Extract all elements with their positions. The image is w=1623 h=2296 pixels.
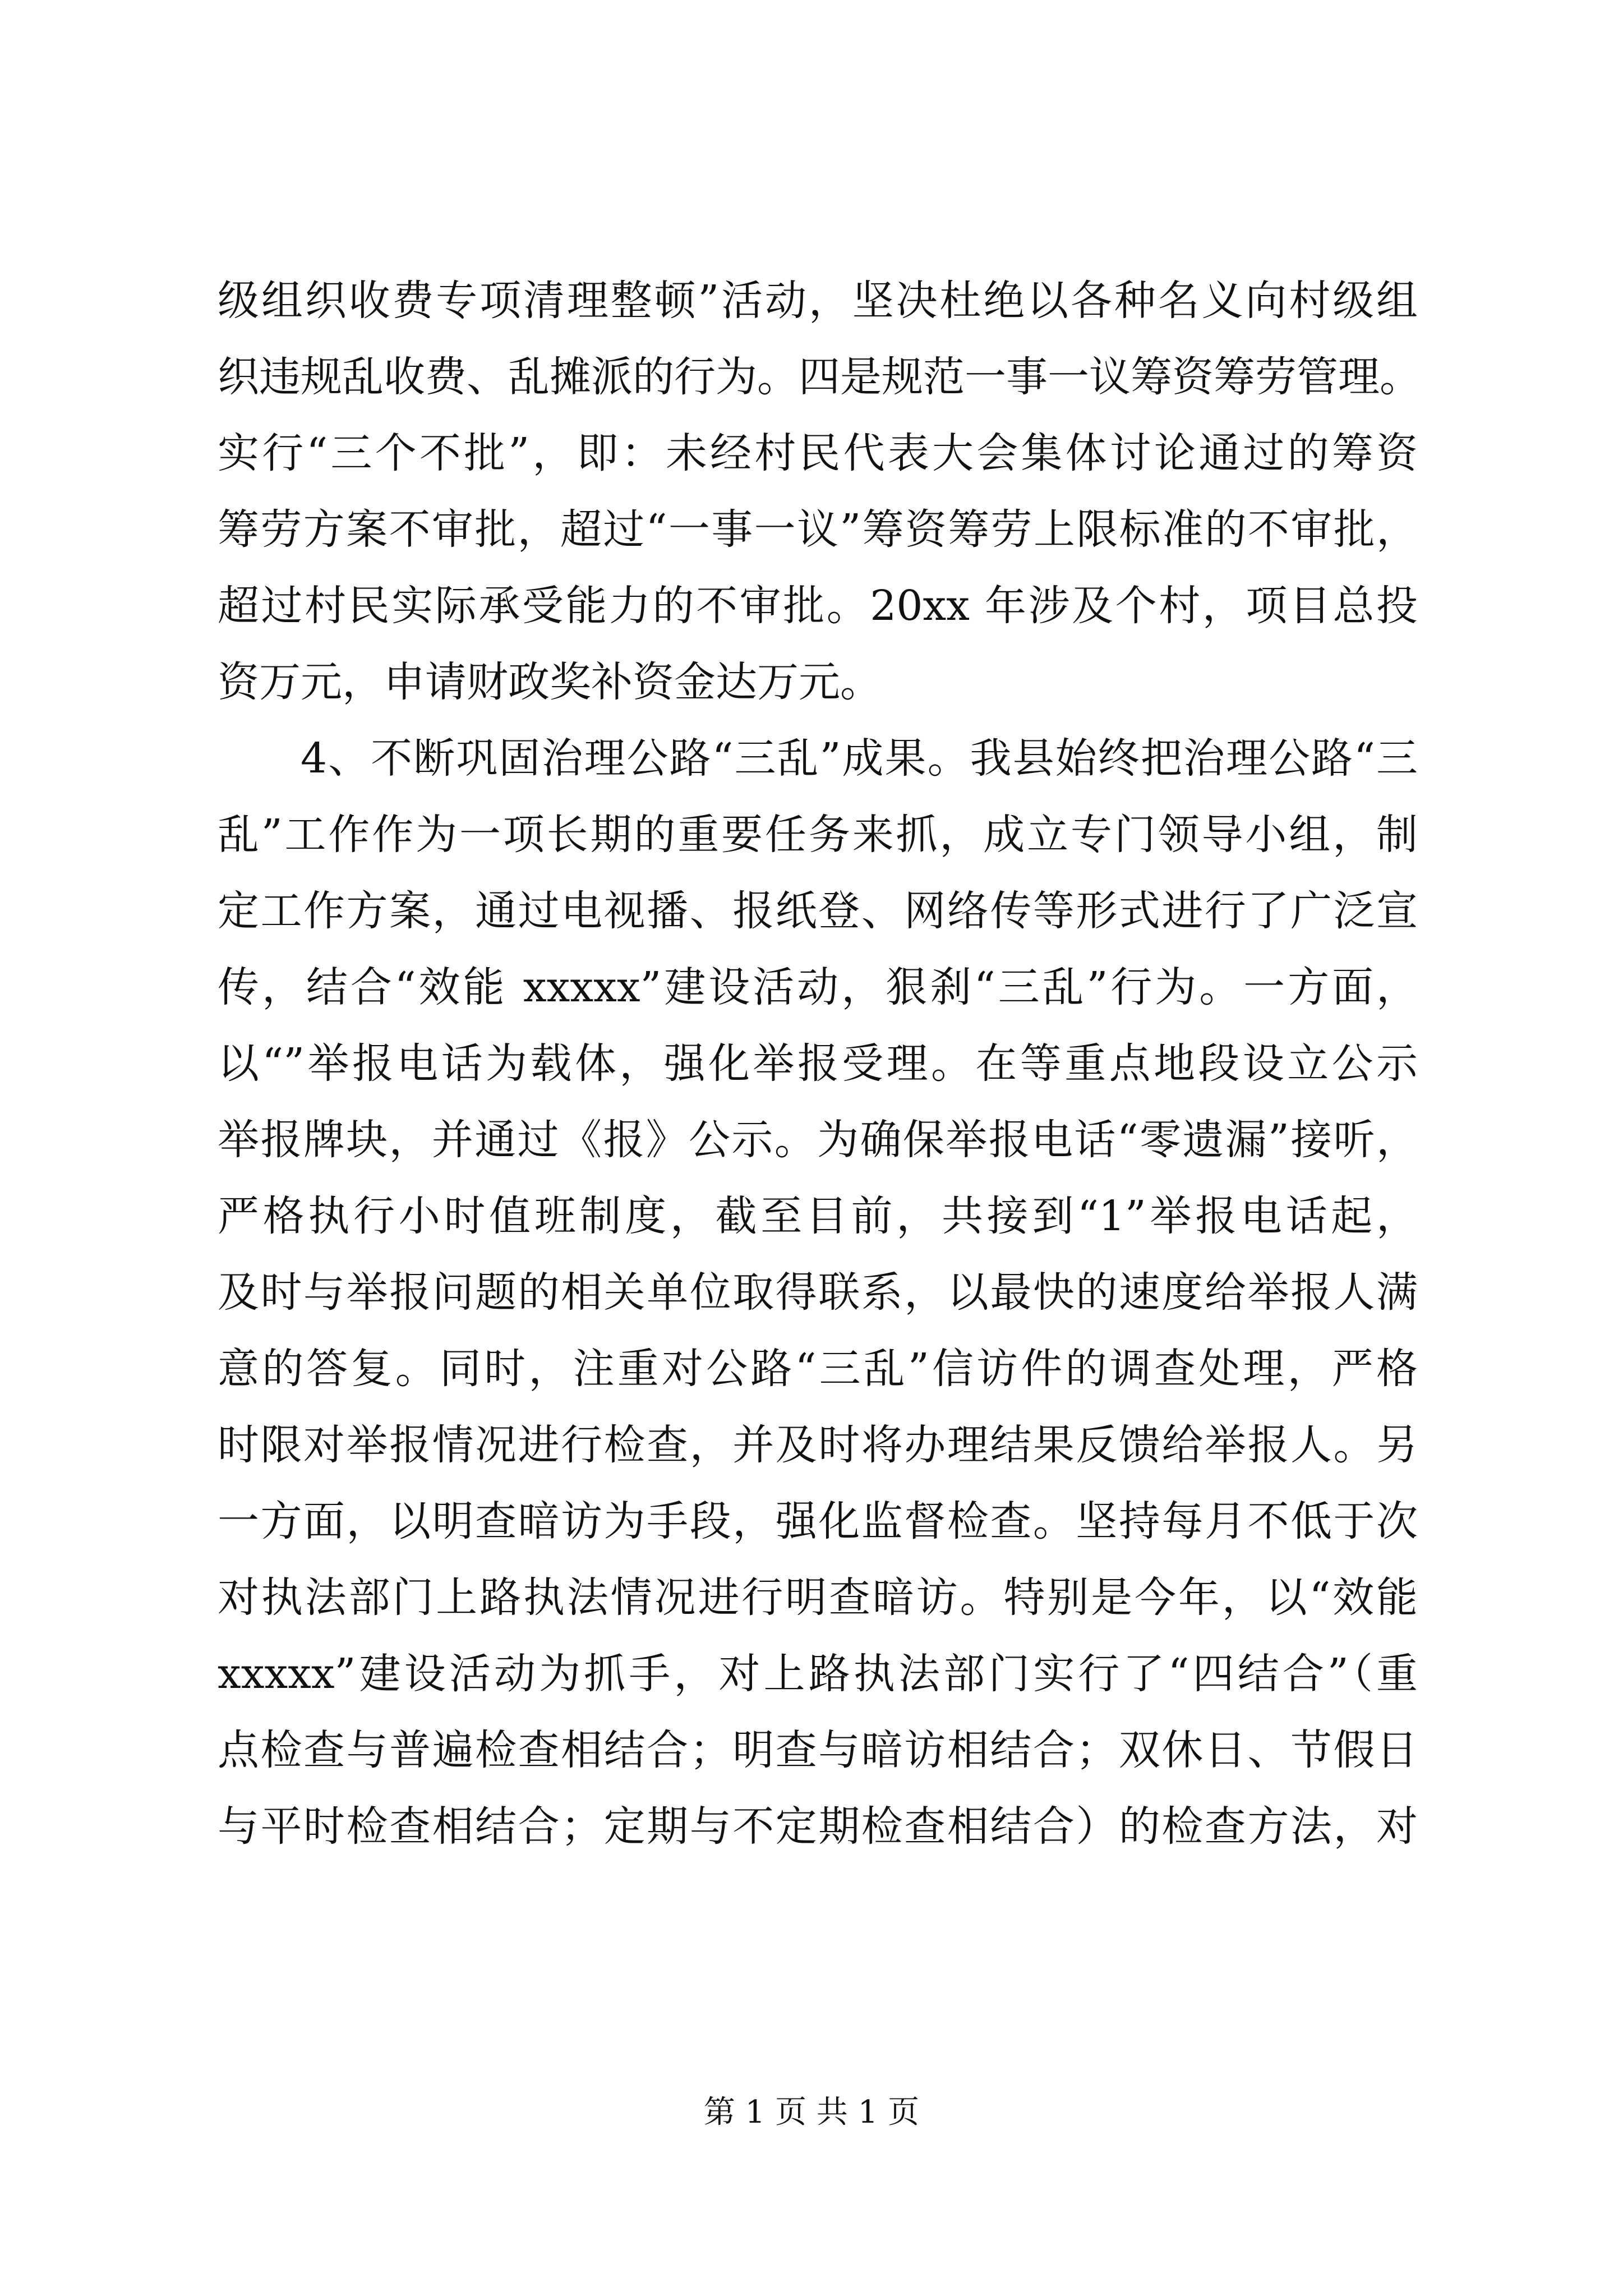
text-line: 级组织收费专项清理整顿”活动，坚决杜绝以各种名义向村级组 [218, 277, 1418, 325]
text-line: 以“”举报电话为载体，强化举报受理。在等重点地段设立公示 [218, 1039, 1418, 1088]
text-line: 对执法部门上路执法情况进行明查暗访。特别是今年，以“效能 [218, 1573, 1418, 1622]
page-number-footer: 第 1 页 共 1 页 [703, 2094, 920, 2131]
text-line: 点检查与普遍检查相结合；明查与暗访相结合；双休日、节假日 [218, 1726, 1418, 1774]
text-line: 实行“三个不批”，即：未经村民代表大会集体讨论通过的筹资 [218, 429, 1418, 477]
text-line: 时限对举报情况进行检查，并及时将办理结果反馈给举报人。另 [218, 1421, 1418, 1469]
text-line: 与平时检查相结合；定期与不定期检查相结合）的检查方法，对 [218, 1802, 1418, 1851]
text-line: 及时与举报问题的相关单位取得联系，以最快的速度给举报人满 [218, 1268, 1418, 1317]
text-line: 资万元，申请财政奖补资金达万元。 [218, 658, 882, 706]
text-line: 严格执行小时值班制度，截至目前，共接到“1”举报电话起， [218, 1192, 1418, 1240]
text-line: 筹劳方案不审批，超过“一事一议”筹资筹劳上限标准的不审批， [218, 505, 1418, 554]
text-line: 意的答复。同时，注重对公路“三乱”信访件的调查处理，严格 [218, 1345, 1418, 1393]
text-line: 举报牌块，并通过《报》公示。为确保举报电话“零遗漏”接听， [218, 1116, 1418, 1164]
text-line: 乱”工作作为一项长期的重要任务来抓，成立专门领导小组，制 [218, 811, 1418, 859]
text-line: xxxxx”建设活动为抓手，对上路执法部门实行了“四结合”（重 [218, 1650, 1418, 1698]
paragraph-start-line: 4、不断巩固治理公路“三乱”成果。我县始终把治理公路“三 [301, 734, 1418, 783]
text-line: 一方面，以明查暗访为手段，强化监督检查。坚持每月不低于次 [218, 1497, 1418, 1545]
text-line: 传，结合“效能 xxxxx”建设活动，狠刹“三乱”行为。一方面， [218, 963, 1418, 1011]
text-line: 超过村民实际承受能力的不审批。20xx 年涉及个村，项目总投 [218, 582, 1418, 630]
document-body [218, 263, 1421, 1865]
text-line: 定工作方案，通过电视播、报纸登、网络传等形式进行了广泛宣 [218, 887, 1418, 935]
text-line: 织违规乱收费、乱摊派的行为。四是规范一事一议筹资筹劳管理。 [218, 353, 1421, 401]
